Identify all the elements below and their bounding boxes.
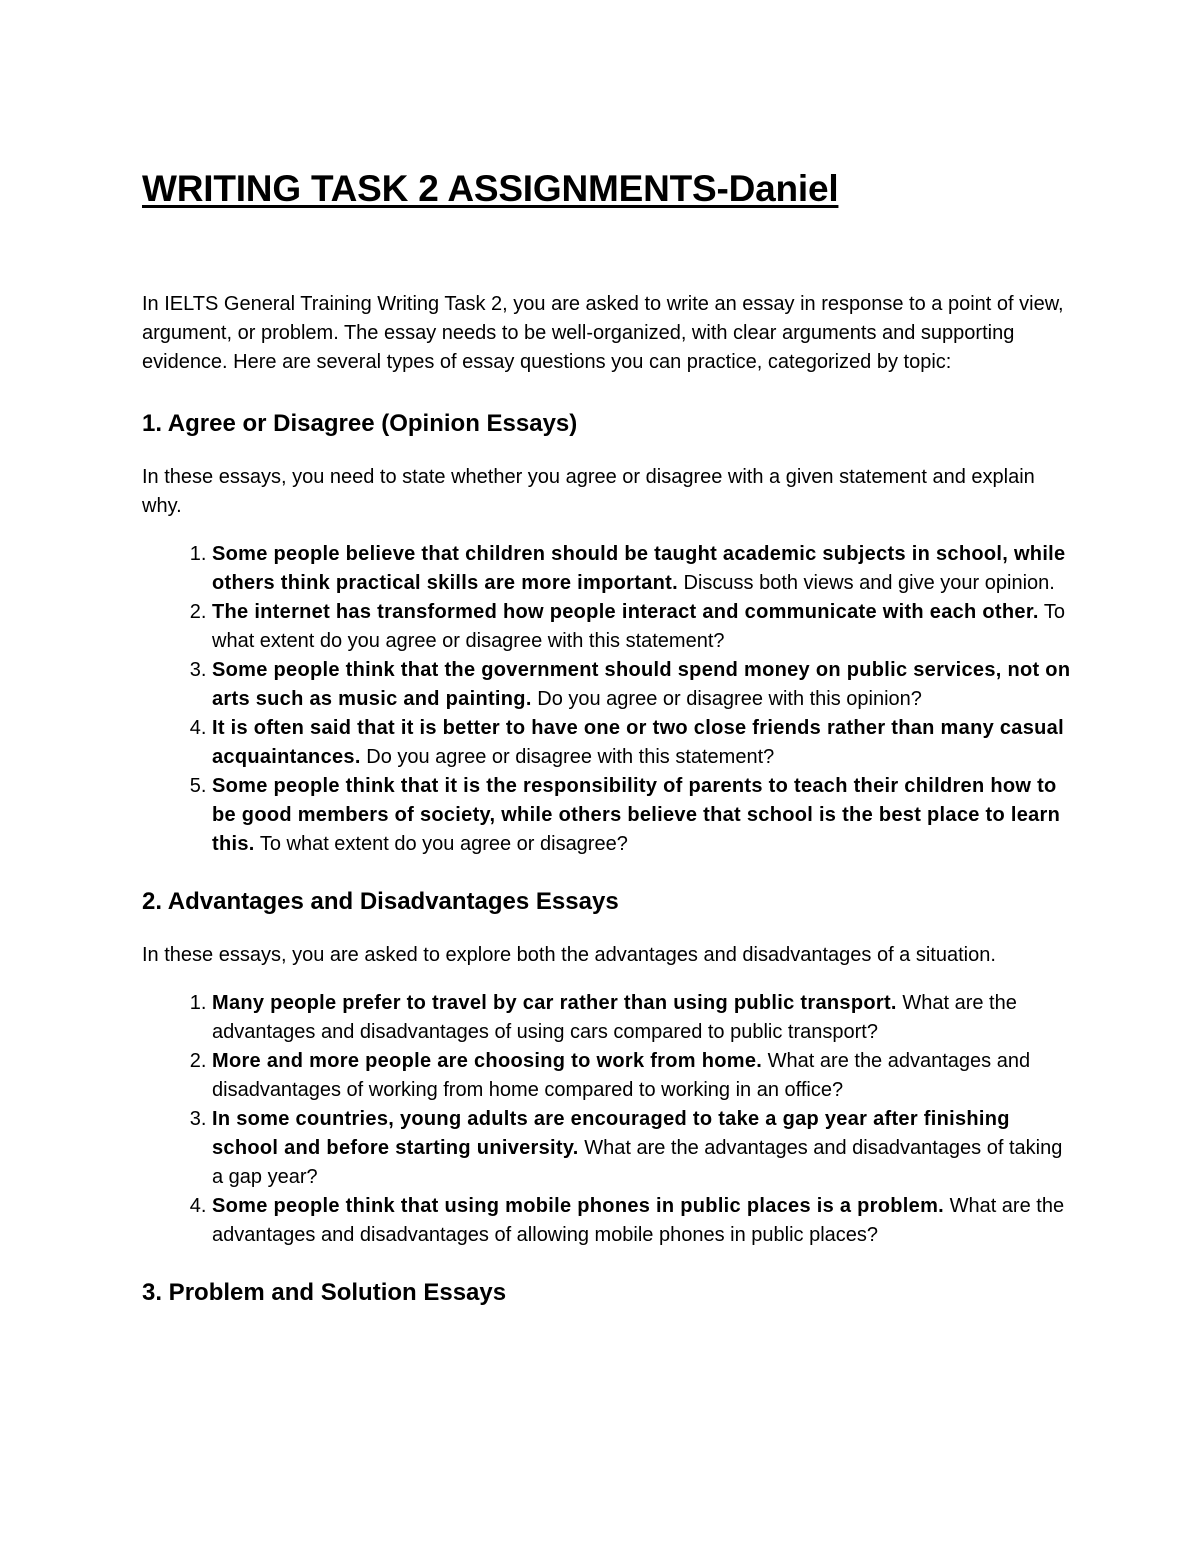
question-item — [212, 540, 1072, 598]
question-prompt: Do you agree or disagree with this opinion? — [531, 688, 922, 710]
question-prompt: To what extent do you agree or disagree? — [254, 833, 628, 855]
question-prompt: What are the advantages and disadvantages of allowing mobile phones in public places? — [212, 1195, 1065, 1246]
question-list-opinion — [142, 540, 1072, 859]
question-statement: Some people believe that children should be taught academic subjects in school, while others think practical skills are more important. — [212, 543, 1066, 594]
question-statement: More and more people are choosing to work from home. — [212, 1050, 763, 1072]
question-prompt: What are the advantages and disadvantages of taking a gap year? — [212, 1137, 1063, 1188]
question-prompt: To what extent do you agree or disagree with this statement? — [212, 601, 1066, 652]
question-item — [212, 989, 1072, 1047]
question-prompt: Discuss both views and give your opinion. — [677, 572, 1055, 594]
question-item — [212, 1192, 1072, 1250]
question-list-advantages — [142, 989, 1072, 1250]
section-description-opinion: In these essays, you need to state whether you agree or disagree with a given statement and explain why. — [142, 466, 1035, 517]
question-item — [212, 772, 1072, 859]
document-page — [142, 160, 1072, 1310]
question-statement: It is often said that it is better to have one or two close friends rather than many casual acquaintances. — [212, 717, 1064, 768]
question-item — [212, 598, 1072, 656]
question-item — [212, 1105, 1072, 1192]
question-prompt: Do you agree or disagree with this statement? — [360, 746, 775, 768]
section-heading-problem-solution: 3. Problem and Solution Essays — [142, 1279, 507, 1306]
question-item — [212, 1047, 1072, 1105]
section-heading-advantages: 2. Advantages and Disadvantages Essays — [142, 888, 619, 915]
question-statement: Many people prefer to travel by car rather than using public transport. — [212, 992, 897, 1014]
section-description-advantages: In these essays, you are asked to explore both the advantages and disadvantages of a situation. — [142, 944, 996, 966]
page-title: WRITING TASK 2 ASSIGNMENTS-Daniel — [142, 168, 839, 209]
question-prompt: What are the advantages and disadvantages of using cars compared to public transport? — [212, 992, 1017, 1043]
question-statement: In some countries, young adults are encouraged to take a gap year after finishing school and before starting university. — [212, 1108, 1010, 1159]
question-prompt: What are the advantages and disadvantages of working from home compared to working in an office? — [212, 1050, 1031, 1101]
question-statement: The internet has transformed how people interact and communicate with each other. — [212, 601, 1039, 623]
question-item — [212, 656, 1072, 714]
question-statement: Some people think that the government should spend money on public services, not on arts such as music and painting. — [212, 659, 1071, 710]
intro-paragraph: In IELTS General Training Writing Task 2, you are asked to write an essay in response to a point of view, argument, or problem. The essay needs to be well-organized, with clear arguments and supporting evidence. Here are several types of essay questions you can practice, categorized by topic: — [142, 293, 1064, 373]
question-statement: Some people think that using mobile phones in public places is a problem. — [212, 1195, 945, 1217]
question-statement: Some people think that it is the responsibility of parents to teach their children how to be good members of society, while others believe that school is the best place to learn this. — [212, 775, 1061, 855]
question-item — [212, 714, 1072, 772]
section-heading-opinion: 1. Agree or Disagree (Opinion Essays) — [142, 410, 578, 437]
